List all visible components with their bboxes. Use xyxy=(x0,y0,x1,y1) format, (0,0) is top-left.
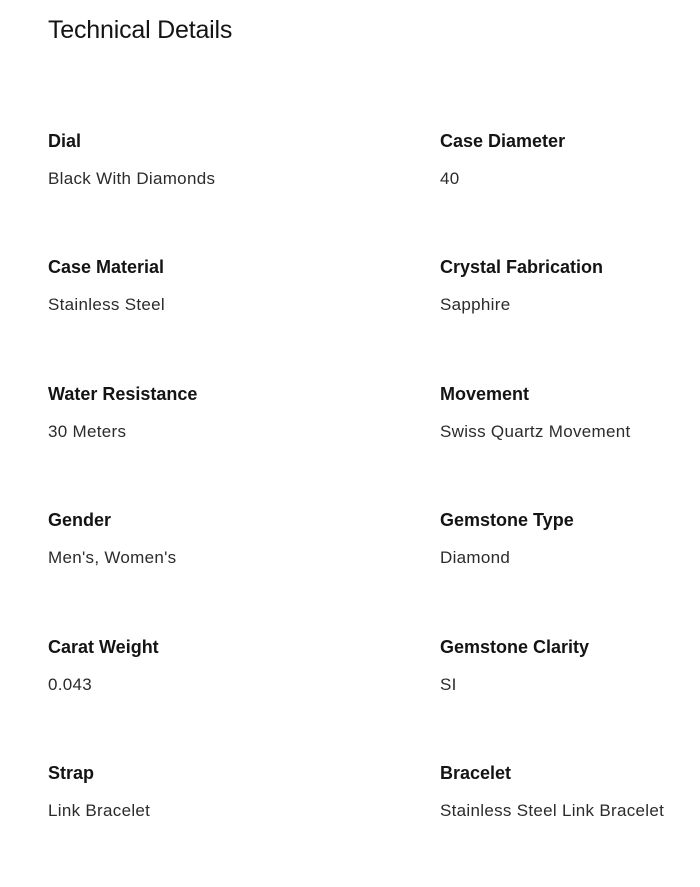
spec-water-resistance xyxy=(48,382,440,508)
spec-case-diameter xyxy=(440,129,688,255)
spec-label: Gemstone Type xyxy=(440,510,574,531)
spec-label: Water Resistance xyxy=(48,383,198,404)
spec-value: Stainless Steel Link Bracelet xyxy=(440,800,665,820)
spec-case-material xyxy=(48,255,440,381)
spec-gemstone-type xyxy=(440,508,688,634)
spec-movement xyxy=(440,382,688,508)
spec-value: 0.043 xyxy=(48,674,93,694)
spec-value: Black With Diamonds xyxy=(48,169,216,188)
spec-label: Strap xyxy=(48,762,95,783)
spec-label: Carat Weight xyxy=(48,636,159,657)
spec-value: Sapphire xyxy=(440,295,511,315)
spec-bracelet xyxy=(440,761,688,887)
spec-value: Men's, Women's xyxy=(48,548,177,568)
spec-label: Case Diameter xyxy=(440,131,566,151)
spec-value: 30 Meters xyxy=(48,421,127,441)
spec-carat-weight xyxy=(48,635,440,761)
spec-dial xyxy=(48,129,440,255)
spec-value: Diamond xyxy=(440,548,511,568)
spec-strap xyxy=(48,761,440,887)
page-title: Technical Details xyxy=(48,16,233,44)
technical-details-list xyxy=(48,129,688,887)
spec-label: Gemstone Clarity xyxy=(440,636,590,657)
spec-value: SI xyxy=(440,674,457,694)
spec-label: Gender xyxy=(48,510,112,531)
spec-label: Movement xyxy=(440,383,530,404)
spec-label: Dial xyxy=(48,131,82,151)
spec-label: Crystal Fabrication xyxy=(440,257,604,278)
spec-value: Link Bracelet xyxy=(48,800,151,820)
spec-value: 40 xyxy=(440,169,460,188)
spec-label: Case Material xyxy=(48,257,165,278)
spec-crystal-fabrication xyxy=(440,255,688,381)
spec-label: Bracelet xyxy=(440,762,512,783)
spec-value: Swiss Quartz Movement xyxy=(440,421,631,441)
spec-gender xyxy=(48,508,440,634)
spec-value: Stainless Steel xyxy=(48,295,165,315)
spec-gemstone-clarity xyxy=(440,635,688,761)
